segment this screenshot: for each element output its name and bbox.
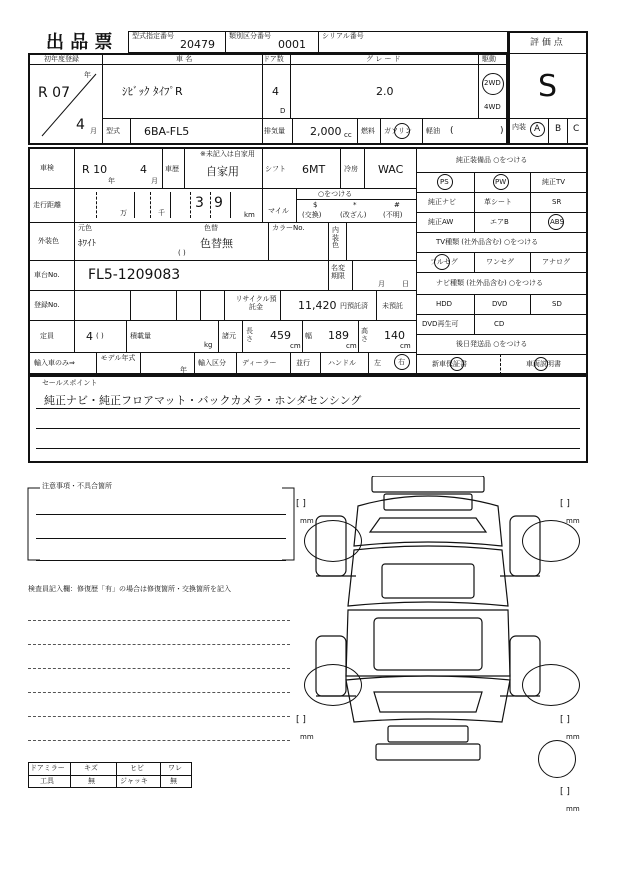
rating-label: 評 価 点 [530,38,563,48]
car-name-value: ｼﾋﾞｯｸ ﾀｲﾌﾟR [122,85,183,98]
history-label: 車歴 [165,165,179,173]
tire-fl-unit: mm [300,517,314,525]
model-year-unit: 年 [180,366,187,374]
mileage-digit-2: 9 [214,195,223,211]
front-right-tire [522,517,580,562]
inspection-year-unit: 年 [108,177,115,185]
parallel-option: 並行 [296,359,310,367]
tv-title: TV種類 (社外品含む) ○をつける [436,238,539,246]
form-title: 出 品 票 [46,32,113,53]
oil-label: 軽油 [426,127,440,135]
history-value: 自家用 [206,165,239,178]
equip-sr: SR [552,198,562,206]
car-name-label: 車 名 [176,55,193,63]
fuel-value: ガソリン [384,127,412,135]
sales-point-box [28,375,588,463]
shift-label: シフト [265,165,286,173]
inspector-label: 検査員記入欄：修復歴「有」の場合は修復箇所・交換箇所を記入 [28,585,231,593]
model-value: 6BA-FL5 [144,125,190,138]
equip-oem-aw: 純正AW [428,218,454,226]
height-unit: cm [400,342,411,350]
displacement-value: 2,000 [310,125,342,138]
orig-color-label: 元色 [78,224,92,232]
later-manual: 車両説明書 [526,360,561,368]
dims-label: 諸元 [222,332,236,340]
tire-rl-unit: mm [300,733,314,741]
chassis-value: FL5-1209083 [88,267,181,283]
chassis-label: 車台No. [34,271,60,279]
scratch-label: キズ [84,764,98,772]
tool-value: 無 [88,777,95,785]
later-warranty: 新車保証書 [432,360,467,368]
inspection-month: 4 [140,163,147,176]
int-color-label: 内装色 [332,226,339,250]
unknown-label: (不明) [383,211,403,219]
later-title: 後日発送品 ○をつける [456,340,528,348]
spare-tire [538,740,576,778]
capacity-value: 4 [86,330,93,343]
displacement-unit: cc [344,131,352,139]
recycle-unit: 円預託済 [340,302,368,310]
tire-fr-unit: mm [566,517,580,525]
tire-spare-unit: mm [566,805,580,813]
tire-rl-bracket: [ ] [296,715,306,725]
doors-label: ドア数 [263,55,284,63]
navi-sd: SD [552,300,562,308]
model-designation-label: 型式指定番号 [132,32,174,40]
rating-value: S [538,69,558,104]
tire-rr-bracket: [ ] [560,715,570,725]
year-unit: 年 [84,71,91,79]
class-label: 類別区分番号 [229,32,271,40]
mileage-unit: km [244,211,255,219]
orig-color-value: ﾎﾜｲﾄ [78,239,97,249]
exchange-label: (交換) [302,211,322,219]
ac-label: 冷房 [344,165,358,173]
tamper-symbol: * [353,201,357,209]
caution-label: 注意事項・不具合箇所 [42,482,112,490]
tire-fr-bracket: [ ] [560,499,570,509]
grade-label: グ レ ー ド [366,55,401,63]
drive-2wd: 2WD [484,79,501,87]
jack-label: ジャッキ [120,777,148,785]
fuel-circle [394,123,410,139]
navi-dvd-play: DVD再生可 [422,320,459,328]
mileage-sen: 千 [158,209,165,217]
handle-label: ハンドル [328,359,356,367]
tv-analog: アナログ [542,258,570,266]
color-paren: ( ) [178,249,186,257]
height-value: 140 [384,329,405,342]
width-label: 幅 [305,332,312,340]
rear-left-tire [304,664,362,706]
width-value: 189 [328,329,349,342]
capacity-label: 定員 [40,332,54,340]
first-reg-month: 4 [76,117,85,133]
dealer-option: ディーラー [242,359,277,367]
equip-pw: PW [495,178,507,186]
displacement-label: 排気量 [264,127,285,135]
tire-rr-unit: mm [566,733,580,741]
mileage-label: 走行距離 [33,201,61,209]
model-label: 型式 [106,127,120,135]
sales-point-label: セールスポイント [42,379,98,387]
color-value: 色替無 [200,237,233,250]
capacity-paren: ( ) [96,332,104,340]
exchange-symbol: $ [313,201,318,209]
unknown-symbol: # [394,201,400,209]
equip-abs: ABS [550,218,564,226]
tool-label: 工具 [40,777,54,785]
equip-oem-tv: 純正TV [542,178,566,186]
shift-value: 6MT [302,163,326,176]
navi-cd: CD [494,320,505,328]
import-type-label: 輸入区分 [198,359,226,367]
inspection-label: 車検 [40,164,54,172]
mile-label: マイル [268,207,289,215]
model-year-label: モデル年式 [100,354,136,362]
length-unit: cm [290,342,301,350]
equip-airbag: エアB [490,218,509,226]
caution-bracket [26,486,296,562]
ac-value: WAC [378,163,404,176]
history-note: ※未記入は自家用 [200,150,255,158]
doors-type: D [280,107,286,115]
interior-b: B [555,124,562,134]
mileage-man: 万 [120,209,127,217]
recycle-unpaid: 未預託 [382,302,403,310]
nc-month: 月 [378,280,385,288]
drive-4wd: 4WD [484,103,501,111]
drive-label: 駆動 [482,55,496,63]
serial-label: シリアル番号 [322,32,364,40]
length-label: 長さ [246,327,253,344]
nc-day: 日 [402,280,409,288]
reg-label: 登録No. [34,301,60,309]
grade-value: 2.0 [376,85,394,98]
class-value: 0001 [278,38,306,51]
interior-a: A [534,124,541,134]
inspection-month-unit: 月 [151,177,158,185]
interior-label: 内装 [512,123,526,131]
jack-value: 無 [170,777,177,785]
tamper-label: (改ざん) [340,211,367,219]
first-reg-label: 初年度登録 [44,55,79,63]
rear-right-tire [522,664,580,706]
mark-note: ○をつける [318,190,353,198]
equip-ps: PS [440,178,449,186]
equip-leather: 革シート [484,198,512,206]
mileage-digit-1: 3 [195,195,204,211]
doors-value: 4 [272,85,279,98]
handle-right: 右 [398,358,405,366]
tv-fullseg: フルセグ [430,258,458,266]
recycle-value: 11,420 [298,299,337,312]
navi-hdd: HDD [436,300,453,308]
fuel-label: 燃料 [361,127,375,135]
name-change-label: 名変期限 [331,264,345,281]
recycle-label: リサイクル預託金 [235,295,277,312]
equip-oem-navi: 純正ナビ [428,198,456,206]
model-designation-value: 20479 [180,38,215,51]
first-reg-era: R 07 [38,85,70,101]
width-unit: cm [346,342,357,350]
exterior-label: 外装色 [38,237,59,245]
length-value: 459 [270,329,291,342]
navi-title: ナビ種類 (社外品含む) ○をつける [436,279,544,287]
tv-oneseg: ワンセグ [486,258,514,266]
mirror-label: ドアミラー [30,764,65,772]
load-label: 積載量 [130,332,151,340]
oem-title: 純正装備品 ○をつける [456,156,528,164]
inspection-value: R 10 [82,163,108,176]
import-label: 輸入車のみ⇒ [34,359,75,367]
break-label: ワレ [168,764,182,772]
load-unit: kg [204,341,213,349]
crack-label: ヒビ [130,764,144,772]
interior-c: C [573,124,580,134]
front-left-tire [304,520,362,562]
sales-point-text: 純正ナビ・純正フロアマット・バックカメラ・ホンダセンシング [44,394,362,407]
color-no-label: カラーNo. [272,224,305,232]
height-label: 高さ [361,327,368,344]
color-change-label: 色替 [204,224,218,232]
month-unit: 月 [90,127,97,135]
tire-fl-bracket: [ ] [296,499,306,509]
tire-spare-bracket: [ ] [560,787,570,797]
navi-dvd: DVD [492,300,508,308]
handle-left: 左 [374,359,381,367]
